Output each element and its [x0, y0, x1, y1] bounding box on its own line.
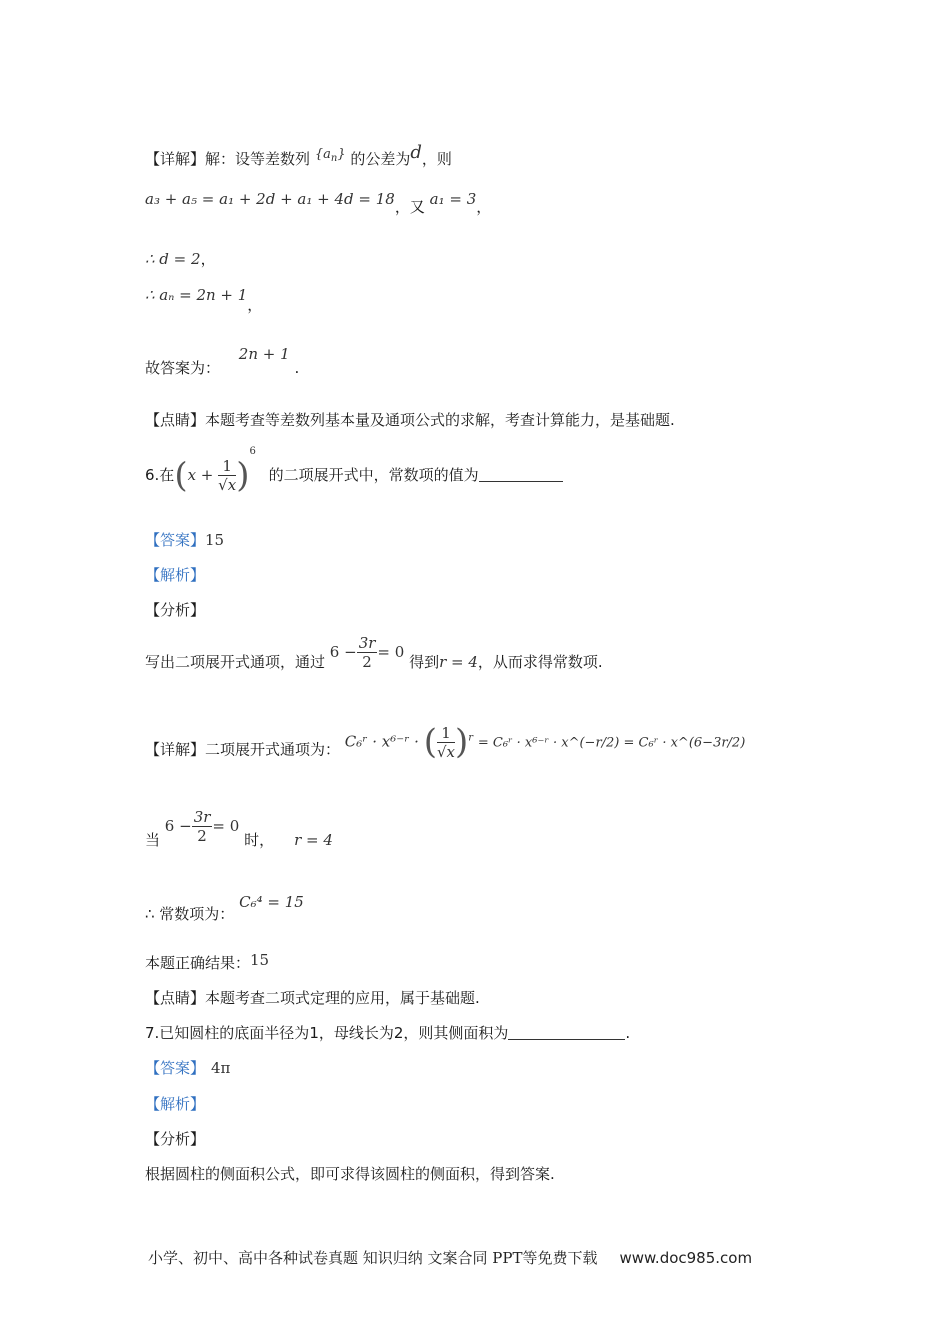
d-symbol: d [410, 142, 422, 163]
q6-fenxi: 【分析】 [145, 601, 206, 619]
answer-tag: 【答案】 [145, 1059, 206, 1077]
answer-label: 故答案为： [145, 359, 221, 377]
q6-result [145, 951, 269, 973]
q7-jiexi: 【解析】 [145, 1095, 206, 1113]
paren-open: ( [423, 722, 437, 762]
eq-zero: = 0 [377, 643, 405, 661]
equation-line-2 [145, 248, 216, 269]
q6-answer [145, 529, 224, 550]
formula-part-a: C₆ʳ · x⁶⁻ʳ · [344, 732, 419, 751]
period: . [294, 359, 300, 377]
q6-detail: 【详解】二项展开式通项为： C₆ʳ · x⁶⁻ʳ · ( $\frac{1}{√x}$ )$^r$ = C₆ʳ · x⁶⁻ʳ · x^(−r/2) = C₆ʳ · x^(6−3r/2) [145, 722, 746, 762]
question-6-text: 的二项展开式中，常数项的值为 [268, 466, 479, 484]
q6-analysis [145, 634, 603, 672]
term-x: x + [187, 466, 214, 484]
when-text: 当 [145, 831, 161, 849]
q6-constant [145, 893, 304, 924]
answer-value: 4π [211, 1059, 231, 1077]
analysis-text-1: 写出二项展开式通项，通过 [145, 653, 326, 671]
result-value: 15 [250, 951, 270, 969]
comma: ， [476, 198, 492, 216]
answer-blank [479, 467, 563, 482]
fraction-3r-over-2: $\frac{3r}{2}$ [193, 808, 211, 845]
footer-text: 小学、初中、高中各种试卷真题 知识归纳 文案合同 PPT等免费下载 [148, 1249, 598, 1267]
answer-blank [508, 1025, 625, 1040]
fraction-one-over-root-x: $\frac{1}{√x}$ [218, 457, 237, 494]
combination-result: C₆⁴ = 15 [239, 893, 304, 911]
fraction-one-over-root-x: $\frac{1}{√x}$ [436, 723, 456, 761]
comma: ， [200, 250, 216, 268]
question-7 [145, 1022, 630, 1043]
exponent: 6 [249, 446, 256, 457]
question-6-number: 6.在 [145, 466, 175, 484]
detail-text: 解：设等差数列 [205, 150, 311, 168]
shi-text: 时， [244, 831, 275, 849]
q7-fenxi: 【分析】 [145, 1130, 206, 1148]
footer-link[interactable]: www.doc985.com [619, 1249, 753, 1267]
answer-line [145, 345, 299, 378]
detail-label: 【详解】二项展开式通项为： [145, 740, 341, 759]
result-label: 本题正确结果： [145, 954, 251, 972]
eq-six: 6 − [329, 643, 357, 661]
review-2: 【点睛】本题考查二项式定理的应用，属于基础题. [145, 989, 480, 1007]
equation-a1: a₁ = 3 [429, 190, 477, 208]
page-footer [148, 1247, 752, 1268]
therefore-text: ∴ 常数项为： [145, 905, 235, 923]
period: . [625, 1024, 631, 1042]
q6-when [145, 808, 333, 850]
equation-sum: a₃ + a₅ = a₁ + 2d + a₁ + 4d = 18 [145, 190, 395, 208]
equation-d: ∴ d = 2 [145, 250, 201, 268]
eq-six: 6 − [164, 817, 192, 835]
comma: ， [247, 296, 263, 314]
paren-close: ) [236, 455, 250, 496]
q7-analysis: 根据圆柱的侧面积公式，即可求得该圆柱的侧面积，得到答案. [145, 1165, 555, 1183]
question-7-text: 7.已知圆柱的底面半径为1，母线长为2，则其侧面积为 [145, 1024, 509, 1042]
fraction-3r-over-2: $\frac{3r}{2}$ [358, 634, 376, 671]
eq-zero: = 0 [212, 817, 240, 835]
r-value: r = 4 [294, 831, 333, 849]
paren-close: ) [455, 722, 469, 762]
answer-value: 15 [205, 531, 225, 549]
detail-mid: 的公差为 [350, 150, 411, 168]
answer-tag: 【答案】 [145, 531, 206, 549]
equation-an: ∴ aₙ = 2n + 1 [145, 286, 248, 304]
q6-jiexi: 【解析】 [145, 566, 206, 584]
r-value: r = 4 [439, 653, 478, 671]
answer-value: 2n + 1 [238, 345, 290, 363]
paren-open: ( [174, 455, 188, 496]
equation-line-1 [145, 190, 491, 217]
detail-tag: 【详解】 [145, 150, 206, 168]
equation-mid: ，又 [394, 198, 425, 216]
detail-end: ，则 [421, 150, 452, 168]
q7-answer [145, 1057, 230, 1078]
equation-line-3 [145, 286, 262, 315]
analysis-text-3: ，从而求得常数项. [477, 653, 603, 671]
sequence-symbol: $\{a_n\}$ [314, 147, 346, 164]
detail-line-1 [145, 142, 452, 169]
question-6 [145, 446, 563, 496]
review-1: 【点睛】本题考查等差数列基本量及通项公式的求解，考查计算能力，是基础题. [145, 411, 675, 429]
analysis-text-2: 得到 [409, 653, 440, 671]
formula-part-b: = C₆ʳ · x⁶⁻ʳ · x^(−r/2) = C₆ʳ · x^(6−3r/2) [477, 735, 746, 751]
